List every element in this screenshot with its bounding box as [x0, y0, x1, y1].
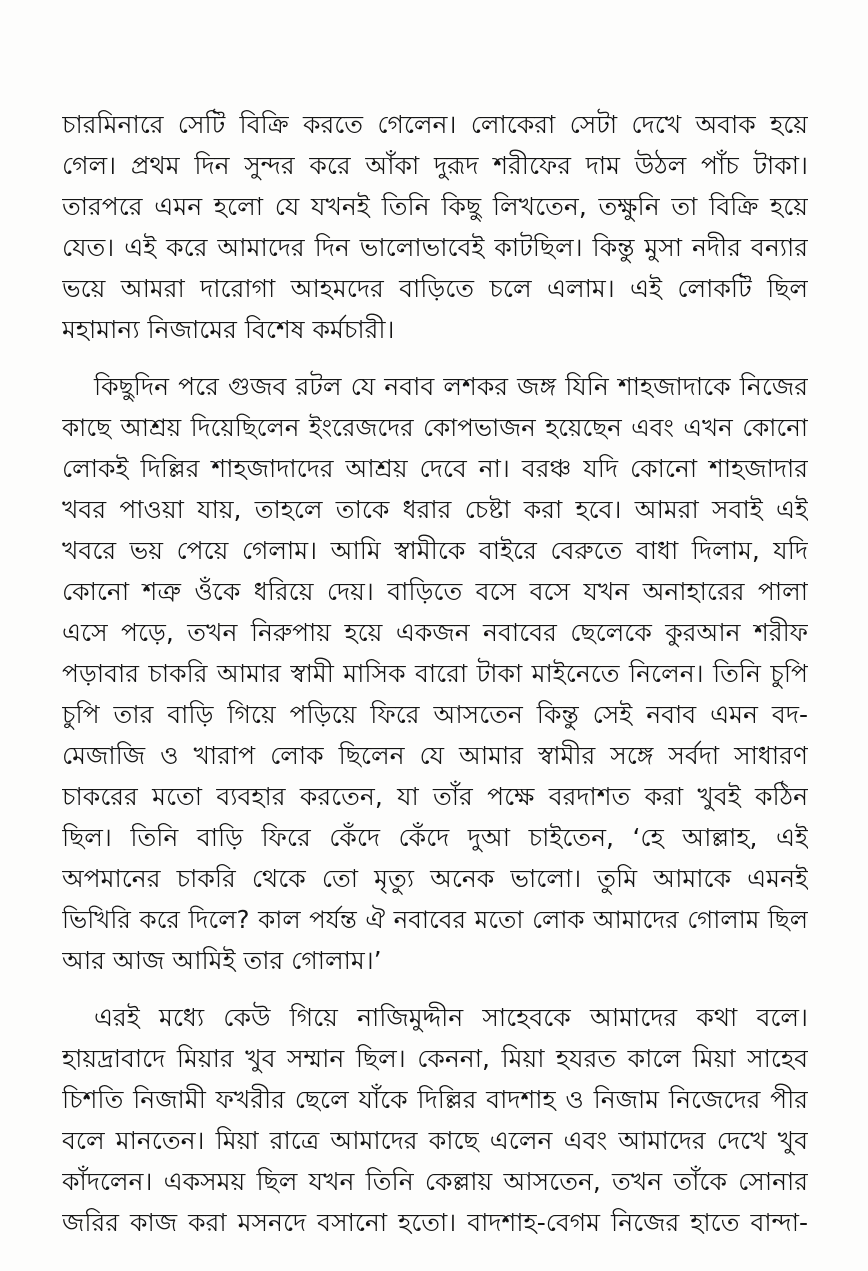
text-line: এসে পড়ে, তখন নিরুপায় হয়ে একজন নবাবের ছেলেকে কুরআন শরীফ — [62, 618, 808, 647]
text-line: ভয়ে আমরা দারোগা আহমদের বাড়িতে চলে এলাম। এই লোকটি ছিল — [62, 274, 808, 303]
text-line: খবরে ভয় পেয়ে গেলাম। আমি স্বামীকে বাইরে বেরুতে বাধা দিলাম, যদি — [62, 536, 808, 565]
text-line: যেত। এই করে আমাদের দিন ভালোভাবেই কাটছিল। কিন্তু মুসা নদীর বন্যার — [62, 233, 808, 262]
text-line: চুপি তার বাড়ি গিয়ে পড়িয়ে ফিরে আসতেন কিন্তু সেই নবাব এমন বদ- — [62, 700, 808, 729]
text-line: চাকরের মতো ব্যবহার করতেন, যা তাঁর পক্ষে বরদাশত করা খুবই কঠিন — [62, 782, 808, 811]
paragraph-3 — [62, 997, 808, 1243]
text-line: লোকই দিল্লির শাহজাদাদের আশ্রয় দেবে না। বরঞ্চ যদি কোনো শাহজাদার — [62, 454, 808, 483]
text-line: মেজাজি ও খারাপ লোক ছিলেন যে আমার স্বামীর সঙ্গে সর্বদা সাধারণ — [62, 741, 808, 770]
text-line: ভিখিরি করে দিলে? কাল পর্যন্ত ঐ নবাবের মতো লোক আমাদের গোলাম ছিল — [62, 905, 808, 934]
text-line: মহামান্য নিজামের বিশেষ কর্মচারী। — [62, 315, 395, 344]
text-line: পড়াবার চাকরি আমার স্বামী মাসিক বারো টাকা মাইনেতে নিলেন। তিনি চুপি — [62, 659, 808, 688]
text-line: গেল। প্রথম দিন সুন্দর করে আঁকা দুরূদ শরীফের দাম উঠল পাঁচ টাকা। — [62, 151, 808, 180]
paragraph-1 — [62, 104, 808, 350]
text-line: কাঁদলেন। একসময় ছিল যখন তিনি কেল্লায় আসতেন, তখন তাঁকে সোনার — [62, 1167, 808, 1196]
text-line: জরির কাজ করা মসনদে বসানো হতো। বাদশাহ-বেগম নিজের হাতে বান্দা- — [62, 1208, 808, 1237]
text-line: হায়দ্রাবাদে মিয়ার খুব সম্মান ছিল। কেননা, মিয়া হযরত কালে মিয়া সাহেব — [62, 1044, 808, 1073]
text-line: অপমানের চাকরি থেকে তো মৃত্যু অনেক ভালো। তুমি আমাকে এমনই — [62, 864, 808, 893]
text-line: খবর পাওয়া যায়, তাহলে তাকে ধরার চেষ্টা করা হবে। আমরা সবাই এই — [62, 495, 808, 524]
text-line: কিছুদিন পরে গুজব রটল যে নবাব লশকর জঙ্গ যিনি শাহজাদাকে নিজের — [94, 372, 808, 401]
text-line: তারপরে এমন হলো যে যখনই তিনি কিছু লিখতেন, তক্ষুনি তা বিক্রি হয়ে — [62, 192, 808, 221]
text-line: চিশতি নিজামী ফখরীর ছেলে যাঁকে দিল্লির বাদশাহ ও নিজাম নিজেদের পীর — [62, 1085, 808, 1114]
text-line: কোনো শত্রু ওঁকে ধরিয়ে দেয়। বাড়িতে বসে বসে যখন অনাহারের পালা — [62, 577, 808, 606]
paragraph-2 — [62, 366, 808, 981]
text-line: বলে মানতেন। মিয়া রাত্রে আমাদের কাছে এলেন এবং আমাদের দেখে খুব — [62, 1126, 808, 1155]
text-line: আর আজ আমিই তার গোলাম।’ — [62, 946, 382, 975]
text-line: কাছে আশ্রয় দিয়েছিলেন ইংরেজদের কোপভাজন হয়েছেন এবং এখন কোনো — [62, 413, 808, 442]
text-line: চারমিনারে সেটি বিক্রি করতে গেলেন। লোকেরা সেটা দেখে অবাক হয়ে — [62, 110, 808, 139]
text-line: এরই মধ্যে কেউ গিয়ে নাজিমুদ্দীন সাহেবকে আমাদের কথা বলে। — [94, 1003, 808, 1032]
text-line: ছিল। তিনি বাড়ি ফিরে কেঁদে কেঁদে দুআ চাইতেন, ‘হে আল্লাহ, এই — [62, 823, 808, 852]
